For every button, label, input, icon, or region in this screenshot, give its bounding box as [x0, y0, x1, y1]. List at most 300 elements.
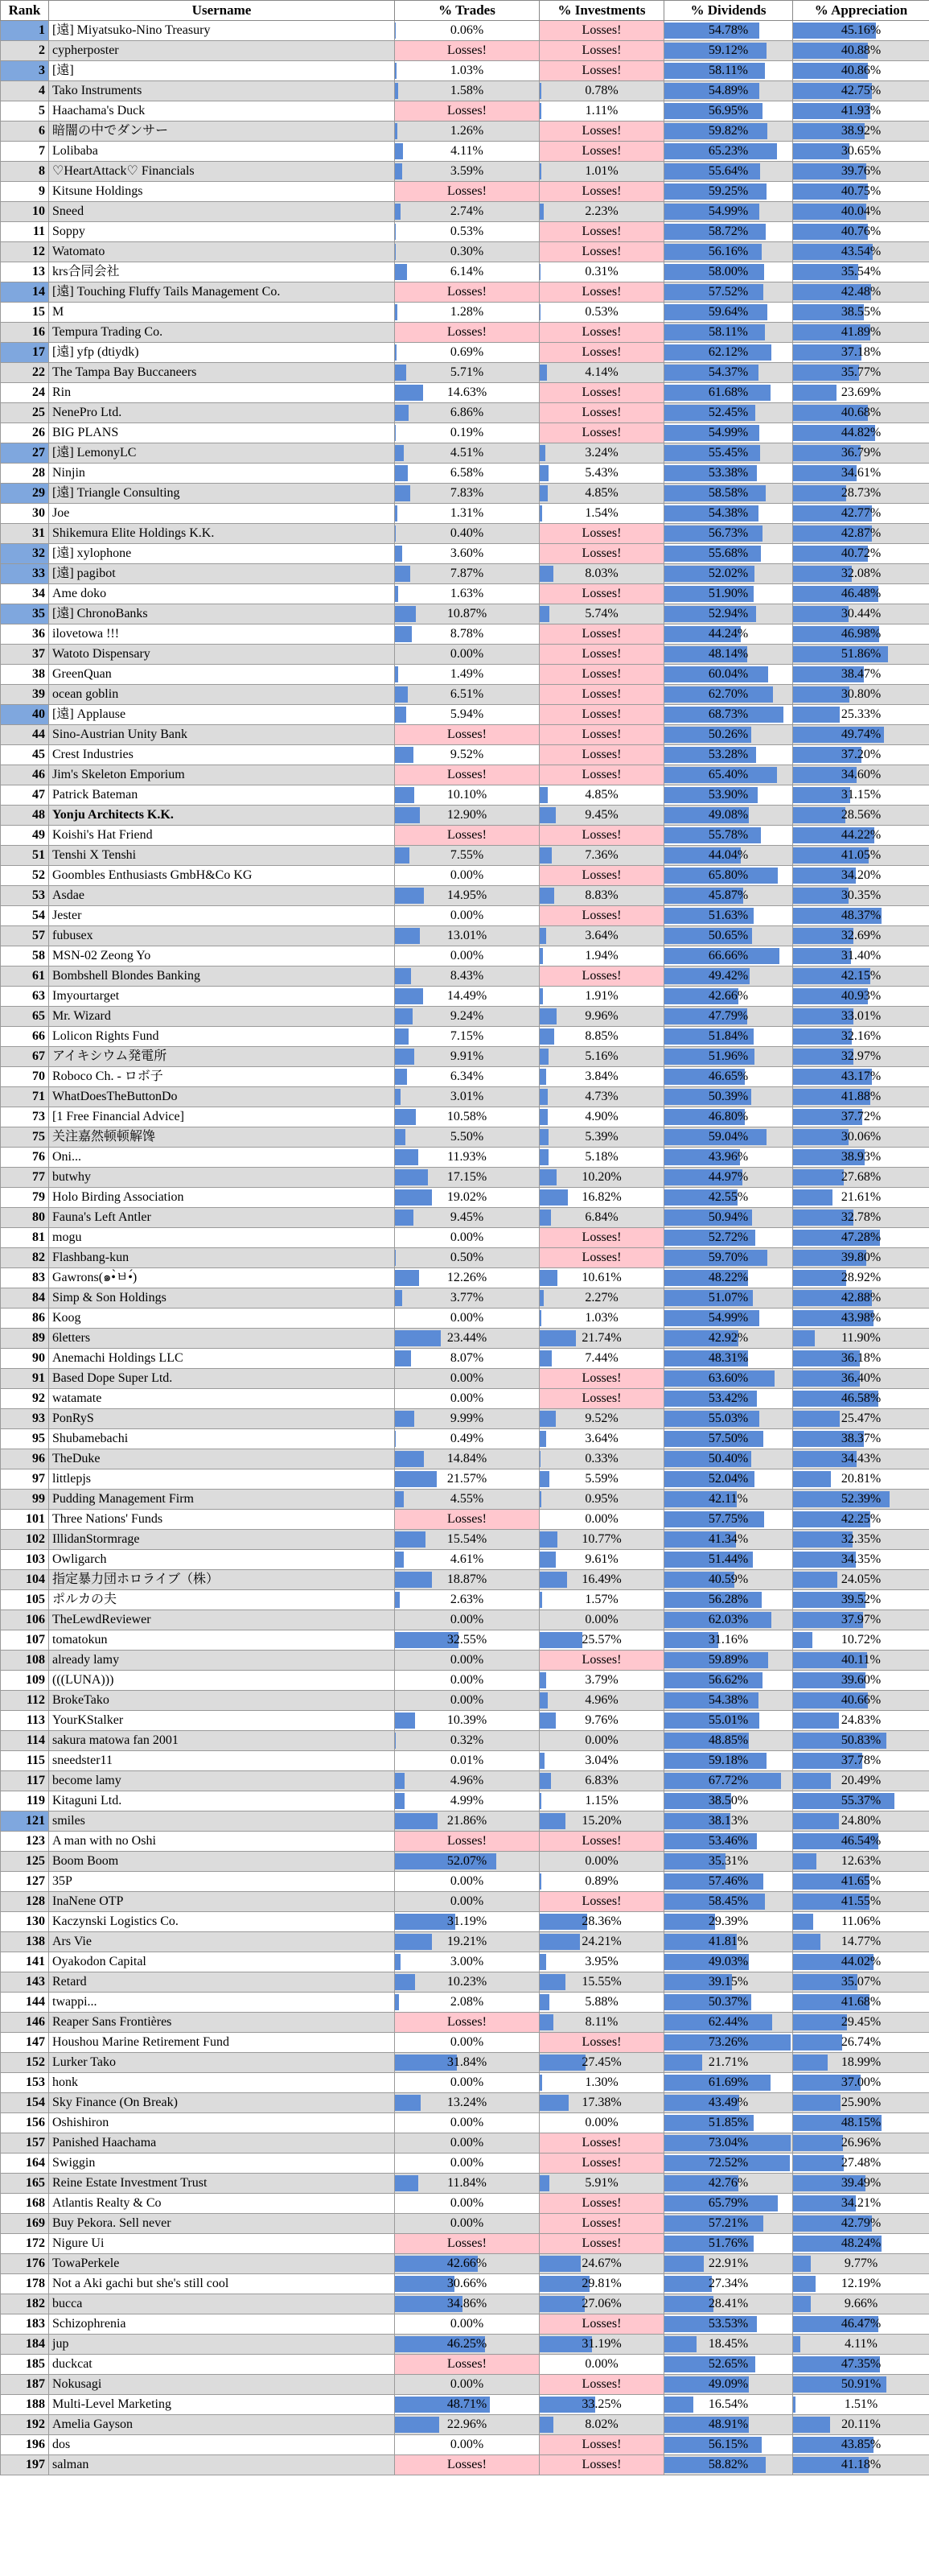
- username-cell: Koog: [49, 1309, 395, 1329]
- appreciation-cell-value: 37.18%: [841, 345, 882, 359]
- investments-cell: [540, 1510, 664, 1530]
- dividends-cell-value: 54.78%: [708, 23, 749, 37]
- appreciation-cell-bar: [793, 2296, 811, 2312]
- trades-cell-value: 4.55%: [450, 1492, 484, 1506]
- trades-cell-bar: [395, 1149, 418, 1165]
- appreciation-cell: [793, 1811, 929, 1832]
- appreciation-cell-value: 40.04%: [841, 204, 882, 218]
- investments-cell: [540, 725, 664, 745]
- username-cell: TheDuke: [49, 1449, 395, 1469]
- appreciation-cell-value: 47.35%: [841, 2357, 882, 2371]
- dividends-cell: [664, 926, 793, 946]
- appreciation-cell: [793, 2093, 929, 2113]
- rank-cell: 164: [1, 2154, 49, 2174]
- investments-cell-bar: [540, 445, 545, 461]
- appreciation-cell-value: 39.80%: [841, 1251, 882, 1264]
- rank-cell: 92: [1, 1389, 49, 1409]
- username-cell: smiles: [49, 1811, 395, 1832]
- investments-cell-value: 7.44%: [585, 1351, 619, 1365]
- username-cell: sakura matowa fan 2001: [49, 1731, 395, 1751]
- username-cell: Oni...: [49, 1148, 395, 1168]
- investments-cell: [540, 101, 664, 122]
- trades-cell-value: Losses!: [447, 2458, 487, 2471]
- dividends-cell-value: 52.72%: [708, 1230, 749, 1244]
- appreciation-cell-value: 39.60%: [841, 1673, 882, 1687]
- table-row: [1, 162, 929, 182]
- rank-cell: 52: [1, 866, 49, 886]
- appreciation-cell-value: 25.33%: [841, 707, 882, 721]
- trades-cell: [395, 685, 540, 705]
- rank-cell: 45: [1, 745, 49, 765]
- trades-cell: [395, 1630, 540, 1651]
- username-cell: Oyakodon Capital: [49, 1952, 395, 1972]
- appreciation-cell: [793, 826, 929, 846]
- investments-cell-bar: [540, 1411, 556, 1427]
- dividends-cell-bar: [664, 2397, 693, 2413]
- username-cell: Multi-Level Marketing: [49, 2395, 395, 2415]
- table-row: [1, 745, 929, 765]
- appreciation-cell: [793, 1510, 929, 1530]
- investments-cell: [540, 1027, 664, 1047]
- investments-cell: [540, 1711, 664, 1731]
- appreciation-cell-value: 55.37%: [841, 1794, 882, 1807]
- appreciation-cell-value: 52.39%: [841, 1492, 882, 1506]
- investments-cell: [540, 41, 664, 61]
- table-row: [1, 1288, 929, 1309]
- appreciation-cell-value: 50.91%: [841, 2377, 882, 2391]
- investments-cell-value: 9.61%: [585, 1552, 619, 1566]
- trades-cell-value: 48.71%: [446, 2397, 487, 2411]
- trades-cell-value: 0.00%: [450, 2216, 484, 2230]
- username-cell: Ars Vie: [49, 1932, 395, 1952]
- table-row: [1, 2174, 929, 2194]
- trades-cell-bar: [395, 445, 404, 461]
- table-row: [1, 1469, 929, 1490]
- rank-cell: 90: [1, 1349, 49, 1369]
- investments-cell-value: Losses!: [582, 2438, 622, 2451]
- appreciation-cell: [793, 1168, 929, 1188]
- investments-cell: [540, 1651, 664, 1671]
- trades-cell-value: 14.95%: [446, 888, 487, 902]
- trades-cell-bar: [395, 968, 411, 984]
- appreciation-cell: [793, 1188, 929, 1208]
- investments-cell-value: 4.73%: [585, 1090, 619, 1103]
- appreciation-cell: [793, 1751, 929, 1771]
- username-cell: Boom Boom: [49, 1852, 395, 1872]
- dividends-cell-value: 51.90%: [708, 587, 749, 600]
- appreciation-cell: [793, 1993, 929, 2013]
- trades-cell-value: Losses!: [447, 768, 487, 781]
- appreciation-cell: [793, 1369, 929, 1389]
- dividends-cell: [664, 544, 793, 564]
- username-cell: jup: [49, 2335, 395, 2355]
- appreciation-cell-value: 30.06%: [841, 1130, 882, 1144]
- rank-cell: 47: [1, 785, 49, 806]
- appreciation-cell-value: 46.54%: [841, 1834, 882, 1848]
- appreciation-cell: [793, 1329, 929, 1349]
- investments-cell-bar: [540, 1672, 546, 1688]
- rank-cell: 185: [1, 2355, 49, 2375]
- username-cell: sneedster11: [49, 1751, 395, 1771]
- investments-cell: [540, 1389, 664, 1409]
- rank-cell: 130: [1, 1912, 49, 1932]
- username-cell: NenePro Ltd.: [49, 403, 395, 423]
- trades-cell-value: 0.30%: [450, 245, 484, 258]
- dividends-cell: [664, 1932, 793, 1952]
- rank-cell: 176: [1, 2254, 49, 2274]
- dividends-cell: [664, 383, 793, 403]
- investments-cell: [540, 2395, 664, 2415]
- investments-cell-bar: [540, 1270, 557, 1286]
- dividends-cell-value: 52.45%: [708, 406, 749, 419]
- dividends-cell-value: 63.60%: [708, 1371, 749, 1385]
- dividends-cell-value: 73.04%: [708, 2136, 749, 2149]
- trades-cell: [395, 1610, 540, 1630]
- investments-cell: [540, 484, 664, 504]
- appreciation-cell-value: 34.61%: [841, 466, 882, 480]
- investments-cell: [540, 1932, 664, 1952]
- trades-cell-value: 0.32%: [450, 1733, 484, 1747]
- dividends-cell: [664, 403, 793, 423]
- investments-cell: [540, 967, 664, 987]
- investments-cell-value: Losses!: [582, 828, 622, 842]
- table-row: [1, 1228, 929, 1248]
- appreciation-cell: [793, 967, 929, 987]
- investments-cell-value: 15.20%: [582, 1814, 622, 1828]
- username-cell: Flashbang-kun: [49, 1248, 395, 1268]
- investments-cell-value: 0.78%: [585, 84, 619, 97]
- investments-cell-bar: [540, 204, 544, 220]
- appreciation-cell: [793, 2133, 929, 2154]
- appreciation-cell-bar: [793, 1471, 831, 1487]
- trades-cell-value: 9.99%: [450, 1412, 484, 1425]
- investments-cell: [540, 2154, 664, 2174]
- investments-cell: [540, 1369, 664, 1389]
- trades-cell-value: 2.08%: [450, 1995, 484, 2009]
- dividends-cell-value: 58.00%: [708, 265, 749, 278]
- investments-cell-value: Losses!: [582, 2458, 622, 2471]
- trades-cell: [395, 1329, 540, 1349]
- appreciation-cell: [793, 1288, 929, 1309]
- rank-cell: 156: [1, 2113, 49, 2133]
- appreciation-cell-value: 44.02%: [841, 1955, 882, 1968]
- investments-cell: [540, 443, 664, 464]
- dividends-cell: [664, 1349, 793, 1369]
- trades-cell-value: 1.49%: [450, 667, 484, 681]
- username-cell: MSN-02 Zeong Yo: [49, 946, 395, 967]
- dividends-cell: [664, 1148, 793, 1168]
- appreciation-cell-value: 11.90%: [841, 1331, 881, 1345]
- trades-cell: [395, 1409, 540, 1429]
- appreciation-cell-value: 48.37%: [841, 909, 882, 922]
- trades-cell-value: 21.57%: [446, 1472, 487, 1486]
- dividends-cell-bar: [664, 2256, 704, 2272]
- dividends-cell-value: 57.52%: [708, 285, 749, 299]
- trades-cell: [395, 2375, 540, 2395]
- table-row: [1, 2435, 929, 2455]
- trades-cell: [395, 1731, 540, 1751]
- appreciation-cell: [793, 1912, 929, 1932]
- username-cell: Sky Finance (On Break): [49, 2093, 395, 2113]
- appreciation-cell-value: 43.54%: [841, 245, 882, 258]
- dividends-cell-value: 48.22%: [708, 1271, 749, 1284]
- investments-cell: [540, 604, 664, 624]
- investments-cell-value: Losses!: [582, 325, 622, 339]
- trades-cell-bar: [395, 63, 397, 79]
- rank-cell: 117: [1, 1771, 49, 1791]
- appreciation-cell-value: 40.68%: [841, 406, 882, 419]
- table-row: [1, 1731, 929, 1751]
- rank-cell: 13: [1, 262, 49, 282]
- appreciation-cell-value: 40.88%: [841, 43, 882, 57]
- investments-cell: [540, 383, 664, 403]
- trades-cell-bar: [395, 2095, 421, 2111]
- dividends-cell-value: 50.37%: [708, 1995, 749, 2009]
- appreciation-cell-value: 34.21%: [841, 2196, 882, 2210]
- investments-cell-value: Losses!: [582, 627, 622, 641]
- investments-cell: [540, 2013, 664, 2033]
- appreciation-cell: [793, 2174, 929, 2194]
- username-cell: Houshou Marine Retirement Fund: [49, 2033, 395, 2053]
- dividends-cell: [664, 624, 793, 645]
- username-cell: 35P: [49, 1872, 395, 1892]
- username-cell: BIG PLANS: [49, 423, 395, 443]
- appreciation-cell: [793, 765, 929, 785]
- dividends-cell-value: 65.40%: [708, 768, 749, 781]
- investments-cell-bar: [540, 304, 541, 320]
- rank-cell: 73: [1, 1107, 49, 1127]
- table-row: [1, 403, 929, 423]
- appreciation-cell-bar: [793, 385, 837, 401]
- trades-cell-value: 0.50%: [450, 1251, 484, 1264]
- dividends-cell: [664, 1751, 793, 1771]
- dividends-cell-value: 62.12%: [708, 345, 749, 359]
- investments-cell-bar: [540, 1169, 557, 1185]
- investments-cell-value: 24.21%: [582, 1935, 622, 1948]
- dividends-cell-value: 58.45%: [708, 1894, 749, 1908]
- dividends-cell: [664, 1892, 793, 1912]
- trades-cell-value: 30.66%: [446, 2277, 487, 2290]
- investments-cell-bar: [540, 1753, 545, 1769]
- appreciation-cell-value: 40.93%: [841, 989, 882, 1003]
- investments-cell-bar: [540, 787, 548, 803]
- appreciation-cell-value: 40.75%: [841, 184, 882, 198]
- appreciation-cell: [793, 524, 929, 544]
- appreciation-cell: [793, 1872, 929, 1892]
- username-cell: Nokusagi: [49, 2375, 395, 2395]
- appreciation-cell: [793, 1409, 929, 1429]
- appreciation-cell-value: 41.05%: [841, 848, 882, 862]
- investments-cell-value: 1.30%: [585, 2075, 619, 2089]
- dividends-cell: [664, 21, 793, 41]
- appreciation-cell-value: 32.78%: [841, 1210, 882, 1224]
- appreciation-cell: [793, 846, 929, 866]
- dividends-cell-value: 57.50%: [708, 1432, 749, 1445]
- trades-cell: [395, 1027, 540, 1047]
- table-row: [1, 2415, 929, 2435]
- username-cell: Yonju Architects K.K.: [49, 806, 395, 826]
- table-row: [1, 1530, 929, 1550]
- investments-cell-bar: [540, 988, 543, 1004]
- investments-cell: [540, 1449, 664, 1469]
- table-row: [1, 866, 929, 886]
- table-row: [1, 1691, 929, 1711]
- trades-cell: [395, 564, 540, 584]
- investments-cell: [540, 2455, 664, 2475]
- dividends-cell-value: 21.71%: [708, 2055, 749, 2069]
- rank-cell: 75: [1, 1127, 49, 1148]
- investments-cell-value: 4.96%: [585, 1693, 619, 1707]
- investments-cell-bar: [540, 103, 541, 119]
- table-row: [1, 504, 929, 524]
- investments-cell: [540, 987, 664, 1007]
- trades-cell: [395, 665, 540, 685]
- investments-cell: [540, 1188, 664, 1208]
- appreciation-cell-value: 46.58%: [841, 1391, 882, 1405]
- appreciation-cell: [793, 987, 929, 1007]
- trades-cell-value: Losses!: [447, 325, 487, 339]
- trades-cell: [395, 2415, 540, 2435]
- investments-cell-value: Losses!: [582, 587, 622, 600]
- trades-cell-value: 10.23%: [446, 1975, 487, 1989]
- username-cell: [遠] Applause: [49, 705, 395, 725]
- investments-cell-value: 0.95%: [585, 1492, 619, 1506]
- trades-cell: [395, 2435, 540, 2455]
- trades-cell-value: 3.59%: [450, 164, 484, 178]
- trades-cell-bar: [395, 143, 403, 159]
- investments-cell: [540, 242, 664, 262]
- investments-cell-bar: [540, 1089, 548, 1105]
- appreciation-cell-value: 32.08%: [841, 567, 882, 580]
- username-cell: Goombles Enthusiasts GmbH&Co KG: [49, 866, 395, 886]
- dividends-cell: [664, 1288, 793, 1309]
- investments-cell: [540, 1892, 664, 1912]
- appreciation-cell-bar: [793, 1773, 831, 1789]
- dividends-cell-value: 58.72%: [708, 225, 749, 238]
- investments-cell-value: Losses!: [582, 184, 622, 198]
- appreciation-cell-bar: [793, 888, 849, 904]
- investments-cell-value: Losses!: [582, 1653, 622, 1667]
- trades-cell: [395, 1349, 540, 1369]
- trades-cell-value: 13.01%: [446, 929, 487, 942]
- investments-cell-value: Losses!: [582, 225, 622, 238]
- rank-cell: 96: [1, 1449, 49, 1469]
- trades-cell: [395, 2033, 540, 2053]
- trades-cell-value: 4.51%: [450, 446, 484, 460]
- rank-cell: 108: [1, 1651, 49, 1671]
- investments-cell-bar: [540, 465, 549, 481]
- dividends-cell: [664, 685, 793, 705]
- investments-cell-value: 8.02%: [585, 2417, 619, 2431]
- trades-cell: [395, 122, 540, 142]
- table-row: [1, 1711, 929, 1731]
- appreciation-cell-value: 31.15%: [841, 788, 882, 802]
- appreciation-cell-value: 37.97%: [841, 1613, 882, 1626]
- appreciation-cell-value: 30.65%: [841, 144, 882, 158]
- investments-cell-value: 5.59%: [585, 1472, 619, 1486]
- trades-cell: [395, 926, 540, 946]
- username-cell: Bombshell Blondes Banking: [49, 967, 395, 987]
- rank-cell: 40: [1, 705, 49, 725]
- trades-cell: [395, 1530, 540, 1550]
- trades-cell-bar: [395, 1109, 416, 1125]
- username-cell: Atlantis Realty & Co: [49, 2194, 395, 2214]
- username-cell: Rin: [49, 383, 395, 403]
- trades-cell-value: 0.00%: [450, 2377, 484, 2391]
- trades-cell-value: 0.00%: [450, 2438, 484, 2451]
- investments-cell-value: 0.53%: [585, 305, 619, 319]
- rank-cell: 197: [1, 2455, 49, 2475]
- dividends-cell-value: 48.31%: [708, 1351, 749, 1365]
- dividends-cell: [664, 1590, 793, 1610]
- appreciation-cell: [793, 1349, 929, 1369]
- trades-cell: [395, 2013, 540, 2033]
- investments-cell-bar: [540, 1592, 542, 1608]
- investments-cell-bar: [540, 928, 546, 944]
- dividends-cell-value: 59.04%: [708, 1130, 749, 1144]
- header-trades: % Trades: [395, 1, 540, 21]
- table-row: [1, 2013, 929, 2033]
- dividends-cell: [664, 2234, 793, 2254]
- table-row: [1, 1852, 929, 1872]
- dividends-cell-value: 54.37%: [708, 365, 749, 379]
- dividends-cell-value: 68.73%: [708, 707, 749, 721]
- investments-cell-value: 8.85%: [585, 1029, 619, 1043]
- trades-cell: [395, 222, 540, 242]
- appreciation-cell: [793, 2435, 929, 2455]
- trades-cell-value: 5.50%: [450, 1130, 484, 1144]
- trades-cell: [395, 1389, 540, 1409]
- trades-cell-value: 10.87%: [446, 607, 487, 620]
- appreciation-cell-value: 38.93%: [841, 1150, 882, 1164]
- table-row: [1, 1389, 929, 1409]
- appreciation-cell: [793, 484, 929, 504]
- appreciation-cell: [793, 1490, 929, 1510]
- trades-cell-value: 23.44%: [446, 1331, 487, 1345]
- trades-cell: [395, 363, 540, 383]
- table-row: [1, 282, 929, 303]
- dividends-cell: [664, 584, 793, 604]
- appreciation-cell-value: 41.93%: [841, 104, 882, 117]
- appreciation-cell-value: 18.99%: [841, 2055, 882, 2069]
- investments-cell-value: 1.01%: [585, 164, 619, 178]
- rank-cell: 22: [1, 363, 49, 383]
- investments-cell-bar: [540, 1149, 549, 1165]
- trades-cell: [395, 1872, 540, 1892]
- trades-cell-value: 0.00%: [450, 2317, 484, 2331]
- dividends-cell: [664, 262, 793, 282]
- trades-cell-value: 2.63%: [450, 1593, 484, 1606]
- investments-cell-value: 16.49%: [582, 1572, 622, 1586]
- username-cell: A man with no Oshi: [49, 1832, 395, 1852]
- appreciation-cell: [793, 785, 929, 806]
- table-row: [1, 1751, 929, 1771]
- table-row: [1, 524, 929, 544]
- investments-cell-value: 4.85%: [585, 788, 619, 802]
- username-cell: WhatDoesTheButtonDo: [49, 1087, 395, 1107]
- appreciation-cell-value: 41.88%: [841, 1090, 882, 1103]
- appreciation-cell-bar: [793, 1189, 832, 1206]
- dividends-cell-value: 53.28%: [708, 748, 749, 761]
- investments-cell: [540, 2033, 664, 2053]
- username-cell: 6letters: [49, 1329, 395, 1349]
- trades-cell-value: Losses!: [447, 43, 487, 57]
- appreciation-cell: [793, 1610, 929, 1630]
- trades-cell-bar: [395, 807, 420, 823]
- dividends-cell-value: 55.68%: [708, 546, 749, 560]
- table-row: [1, 2073, 929, 2093]
- dividends-cell: [664, 846, 793, 866]
